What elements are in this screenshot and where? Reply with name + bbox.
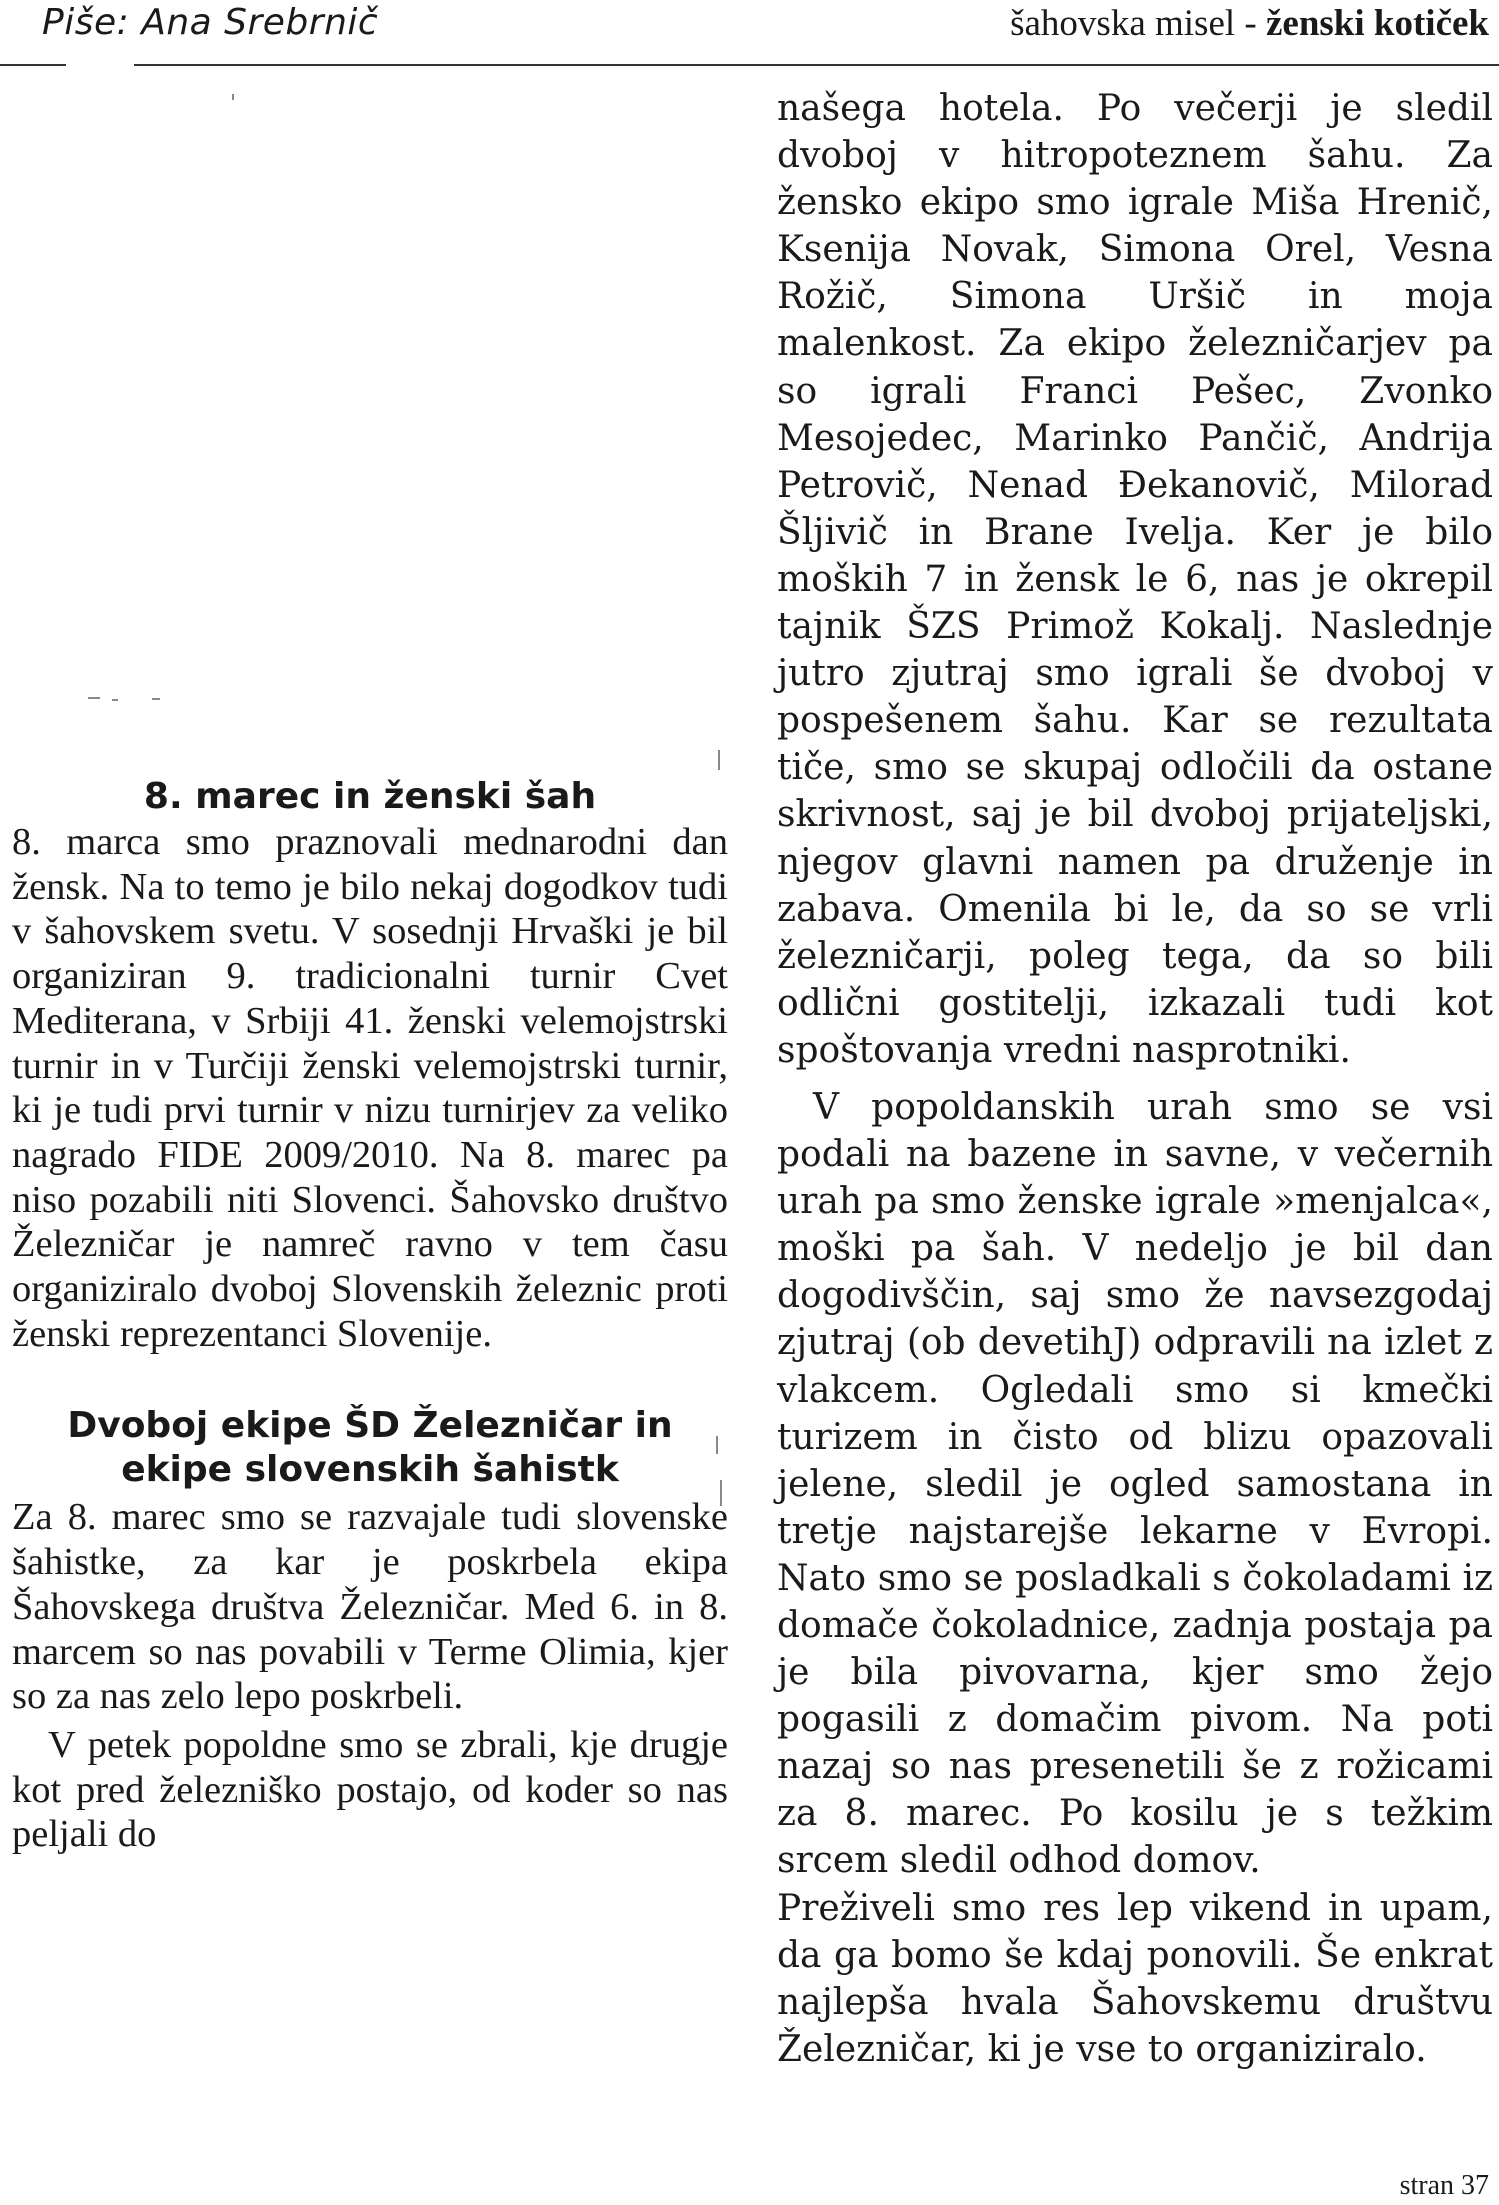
paragraph: našega hotela. Po večerji je sledil dvoboj v hitropoteznem šahu. Za žensko ekipo smo igrale Miša Hrenič, Ksenija Novak, Simona Orel, Vesna Rožič, Simona Uršič in moja malenkost. Za ekipo železničarjev pa so igrali Franci Pešec, Zvonko Mesojedec, Marinko Pančič, Andrija Petrovič, Nenad Đekanovič, Milorad Šljivič in Brane Ivelja. Ker je bilo moških 7 in žensk le 6, nas je okrepil tajnik ŠZS Primož Kokalj. Naslednje jutro zjutraj smo igrali še dvoboj v pospešenem šahu. Kar se rezultata tiče, smo se skupaj odločili da ostane skrivnost, saj je bil dvoboj prijateljski, njegov glavni namen pa druženje in zabava. Omenila bi le, da so se vrli železničarji, poleg tega, da so bili odlični gostitelji, izkazali tudi kot spoštovanja vredni nasprotniki.	[777, 88, 1493, 1071]
scan-mark	[232, 94, 234, 100]
scan-mark	[718, 750, 720, 770]
page-number: stran 37	[1399, 2170, 1489, 2201]
paragraph: Preživeli smo res lep vikend in upam, da ga bomo še kdaj ponovili. Še enkrat najlepša hvala Šahovskemu društvu Železničar, ki je vse to organiziralo.	[777, 1887, 1493, 2070]
publication-name: šahovska misel -	[1010, 3, 1266, 44]
section-heading-march8: 8. marec in ženski šah	[143, 776, 597, 817]
paragraph: Za 8. marec smo se razvajale tudi slovenske šahistke, za kar je poskrbela ekipa Šahovskega društva Železničar. Med 6. in 8. marcem so nas povabili v Terme Olimia, kjer so za nas zelo lepo poskrbeli.	[12, 1496, 728, 1718]
header-rule-right	[134, 64, 1499, 66]
paragraph: 8. marca smo praznovali mednarodni dan žensk. Na to temo je bilo nekaj dogodkov tudi v šahovskem svetu. V sosednji Hrvaški je bil organiziran 9. tradicionalni turnir Cvet Mediterana, v Srbiji 41. ženski velemojstrski turnir in v Turčiji ženski velemojstrski turnir, ki je tudi prvi turnir v nizu turnirjev za veliko nagrado FIDE 2009/2010. Na 8. marec pa niso pozabili niti Slovenci. Šahovsko društvo Železničar je namreč ravno v tem času organiziralo dvoboj Slovenskih železnic proti ženski reprezentanci Slovenije.	[12, 821, 728, 1355]
scan-mark	[88, 697, 100, 699]
left-column	[12, 775, 728, 1857]
section-heading-match: Dvoboj ekipe ŠD Železničar in ekipe slovenskih šahistk	[67, 1405, 673, 1491]
paragraph: V petek popoldne smo se zbrali, kje drugje kot pred železniško postajo, od koder so nas peljali do	[12, 1723, 728, 1856]
header-rule-left	[0, 64, 66, 66]
right-column	[777, 85, 1493, 2073]
paragraph: V popoldanskih urah smo se vsi podali na bazene in savne, v večernih urah pa smo ženske igrale »menjalca«, moški pa šah. V nedeljo je bil dan dogodivščin, saj smo že navsezgodaj zjutraj (ob devetihJ) odpravili na izlet z vlakcem. Ogledali smo si kmečki turizem in čisto od blizu opazovali jelene, sledil je ogled samostana in tretje najstarejše lekarne v Evropi. Nato smo se posladkali s čokoladami iz domače čokoladnice, zadnja postaja pa je bila pivovarna, kjer smo žejo pogasili z domačim pivom. Na poti nazaj so nas presenetili še z rožicami za 8. marec. Po kosilu je s težkim srcem sledil odhod domov.	[777, 1086, 1493, 1882]
running-header	[1010, 2, 1489, 45]
scan-mark	[112, 699, 118, 701]
scan-mark	[152, 698, 160, 700]
author-byline: Piše: Ana Srebrnič	[42, 2, 379, 43]
section-name: ženski kotiček	[1265, 3, 1489, 44]
